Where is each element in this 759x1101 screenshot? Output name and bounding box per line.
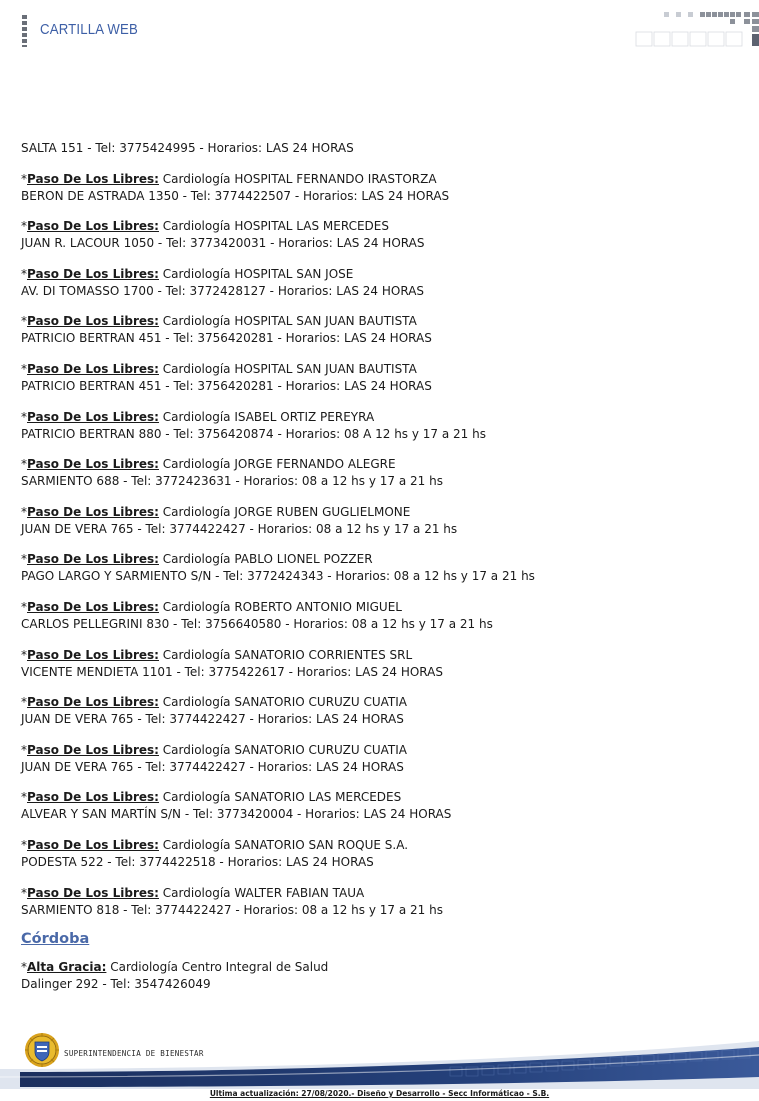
list-item (21, 266, 741, 300)
entry-desc: Cardiología SANATORIO CURUZU CUATIA (158, 695, 407, 710)
footer-org-name: SUPERINTENDENCIA DE BIENESTAR (64, 1049, 204, 1058)
entry-prefix: * (21, 361, 27, 376)
entry-address: SARMIENTO 818 - Tel: 3774422427 - Horarios: 08 a 12 hs y 17 a 21 hs (21, 902, 443, 917)
entry-address: PODESTA 522 - Tel: 3774422518 - Horarios: LAS 24 HORAS (21, 854, 374, 869)
entry-desc: Cardiología SANATORIO CURUZU CUATIA (158, 742, 407, 757)
entry-address: PATRICIO BERTRAN 880 - Tel: 3756420874 - Horarios: 08 A 12 hs y 17 a 21 hs (21, 426, 486, 441)
entry-place: Paso De Los Libres: (27, 790, 159, 805)
entry-prefix: * (21, 695, 27, 710)
entry-prefix: * (21, 885, 27, 900)
list-item (21, 789, 741, 823)
header-pixel-decoration (634, 12, 759, 48)
list-item (21, 504, 741, 538)
entry-place: Paso De Los Libres: (27, 885, 159, 900)
entry-desc: Cardiología SANATORIO LAS MERCEDES (158, 790, 402, 805)
cordoba-list (21, 959, 741, 993)
header-title: CARTILLA WEB (40, 21, 138, 38)
list-item (21, 647, 741, 681)
entry-address: VICENTE MENDIETA 1101 - Tel: 3775422617 - Horarios: LAS 24 HORAS (21, 664, 443, 679)
header-accent-bar (22, 15, 27, 47)
list-item (21, 837, 741, 871)
entry-address: JUAN R. LACOUR 1050 - Tel: 3773420031 - Horarios: LAS 24 HORAS (21, 236, 425, 251)
entry-desc: Cardiología WALTER FABIAN TAUA (158, 885, 365, 900)
entry-desc: Cardiología HOSPITAL FERNANDO IRASTORZA (158, 171, 437, 186)
entry-desc: Cardiología PABLO LIONEL POZZER (158, 552, 373, 567)
entry-place: Paso De Los Libres: (27, 171, 159, 186)
entry-prefix: * (21, 504, 27, 519)
entry-desc: Cardiología SANATORIO CORRIENTES SRL (158, 647, 413, 662)
entry-place: Paso De Los Libres: (27, 837, 159, 852)
entry-prefix: * (21, 742, 27, 757)
province-heading-cordoba[interactable]: Córdoba (21, 931, 90, 948)
entry-prefix: * (21, 552, 27, 567)
entry-prefix: * (21, 647, 27, 662)
entry-address: Dalinger 292 - Tel: 3547426049 (21, 977, 211, 992)
entry-place: Paso De Los Libres: (27, 599, 159, 614)
entry-desc: Cardiología ROBERTO ANTONIO MIGUEL (158, 599, 402, 614)
entry-prefix: * (21, 219, 27, 234)
list-item (21, 456, 741, 490)
entry-desc: Cardiología HOSPITAL SAN JUAN BAUTISTA (158, 314, 417, 329)
entry-desc: Cardiología HOSPITAL SAN JOSE (158, 266, 354, 281)
list-item (21, 694, 741, 728)
entry-prefix: * (21, 599, 27, 614)
list-item (21, 218, 741, 252)
intro-entry (21, 140, 741, 157)
entry-address: SARMIENTO 688 - Tel: 3772423631 - Horarios: 08 a 12 hs y 17 a 21 hs (21, 474, 443, 489)
entry-address: CARLOS PELLEGRINI 830 - Tel: 3756640580 - Horarios: 08 a 12 hs y 17 a 21 hs (21, 616, 493, 631)
entry-desc: Cardiología SANATORIO SAN ROQUE S.A. (158, 837, 409, 852)
police-seal-icon (24, 1032, 60, 1068)
entry-place: Paso De Los Libres: (27, 742, 159, 757)
entry-place: Paso De Los Libres: (27, 695, 159, 710)
list-item (21, 313, 741, 347)
entry-desc: Cardiología HOSPITAL LAS MERCEDES (158, 219, 389, 234)
entry-place: Paso De Los Libres: (27, 647, 159, 662)
entry-address: PATRICIO BERTRAN 451 - Tel: 3756420281 - Horarios: LAS 24 HORAS (21, 331, 432, 346)
entry-address: ALVEAR Y SAN MARTÍN S/N - Tel: 3773420004 - Horarios: LAS 24 HORAS (21, 807, 452, 822)
list-item (21, 885, 741, 919)
entry-place: Paso De Los Libres: (27, 457, 159, 472)
footer-update-note: Ultima actualización: 27/08/2020.- Diseño y Desarrollo - Secc Informáticao - S.B. (209, 1089, 550, 1098)
listing-content (21, 140, 741, 1007)
entry-prefix: * (21, 171, 27, 186)
entry-desc: Cardiología ISABEL ORTIZ PEREYRA (158, 409, 375, 424)
list-item (21, 599, 741, 633)
entry-address: PAGO LARGO Y SARMIENTO S/N - Tel: 3772424343 - Horarios: 08 a 12 hs y 17 a 21 hs (21, 569, 535, 584)
entry-place: Alta Gracia: (27, 960, 107, 975)
entry-address: PATRICIO BERTRAN 451 - Tel: 3756420281 - Horarios: LAS 24 HORAS (21, 378, 432, 393)
entry-prefix: * (21, 409, 27, 424)
entry-place: Paso De Los Libres: (27, 552, 159, 567)
list-item (21, 551, 741, 585)
entry-prefix: * (21, 314, 27, 329)
entry-prefix: * (21, 960, 27, 975)
entry-desc: Cardiología HOSPITAL SAN JUAN BAUTISTA (158, 361, 417, 376)
list-item (21, 742, 741, 776)
entry-desc: Cardiología Centro Integral de Salud (106, 960, 329, 975)
entry-desc: Cardiología JORGE FERNANDO ALEGRE (158, 457, 396, 472)
entry-address: JUAN DE VERA 765 - Tel: 3774422427 - Horarios: LAS 24 HORAS (21, 712, 404, 727)
entry-place: Paso De Los Libres: (27, 409, 159, 424)
entry-prefix: * (21, 837, 27, 852)
paso-de-los-libres-list (21, 171, 741, 919)
entry-address: JUAN DE VERA 765 - Tel: 3774422427 - Horarios: LAS 24 HORAS (21, 759, 404, 774)
list-item (21, 171, 741, 205)
list-item (21, 409, 741, 443)
page-footer (0, 1025, 759, 1101)
intro-address: SALTA 151 - Tel: 3775424995 - Horarios: LAS 24 HORAS (21, 141, 354, 155)
entry-prefix: * (21, 790, 27, 805)
entry-place: Paso De Los Libres: (27, 266, 159, 281)
list-item (21, 959, 741, 993)
entry-prefix: * (21, 266, 27, 281)
entry-address: BERON DE ASTRADA 1350 - Tel: 3774422507 - Horarios: LAS 24 HORAS (21, 188, 450, 203)
entry-place: Paso De Los Libres: (27, 361, 159, 376)
page-header (0, 0, 759, 60)
entry-place: Paso De Los Libres: (27, 504, 159, 519)
entry-place: Paso De Los Libres: (27, 219, 159, 234)
entry-address: JUAN DE VERA 765 - Tel: 3774422427 - Horarios: 08 a 12 hs y 17 a 21 hs (21, 521, 458, 536)
entry-desc: Cardiología JORGE RUBEN GUGLIELMONE (158, 504, 411, 519)
entry-address: AV. DI TOMASSO 1700 - Tel: 3772428127 - Horarios: LAS 24 HORAS (21, 283, 425, 298)
entry-place: Paso De Los Libres: (27, 314, 159, 329)
entry-prefix: * (21, 457, 27, 472)
list-item (21, 361, 741, 395)
